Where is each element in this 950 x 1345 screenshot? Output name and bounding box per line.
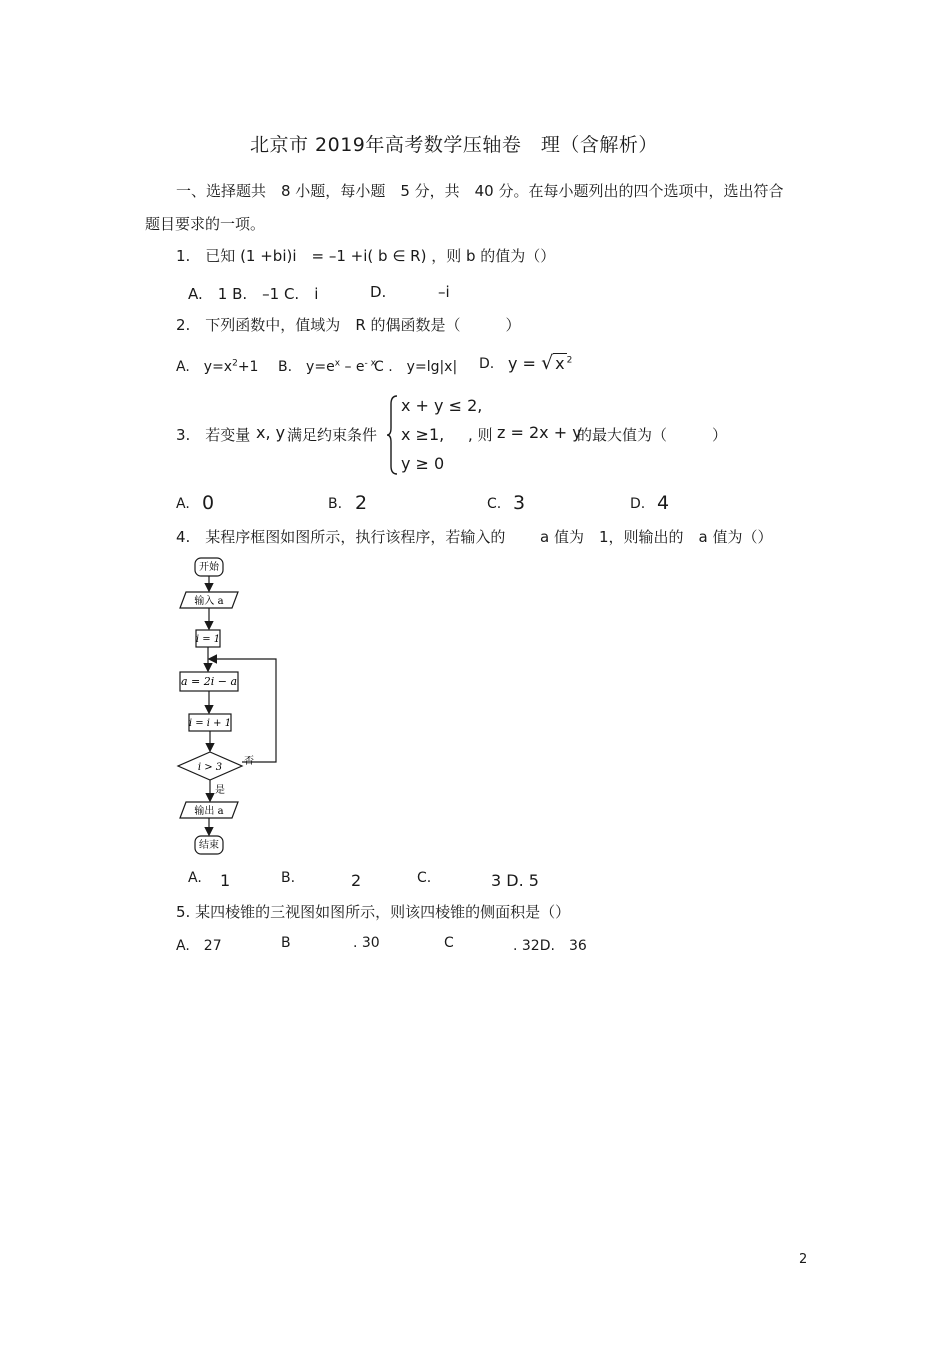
left-brace-icon [386,394,400,476]
page-title: 北京市 2019年高考数学压轴卷 理（含解析） [250,134,658,156]
question-3-condition: 满足约束条件 [287,426,378,444]
constraint-2: x ≥1, [401,425,445,444]
flow-init-text: i = 1 [195,634,221,645]
question-5-option-a: A. 27 [176,938,222,954]
flow-output-text: 输出 a [194,806,224,817]
question-5-option-cd: . 32D. 36 [513,938,587,954]
page-number: 2 [799,1252,808,1267]
question-3-option-b-value: 2 [355,492,368,514]
question-4-option-c-letter: C. [417,870,432,886]
question-3-tail-pre: , 则 [468,426,493,444]
flowchart [170,552,290,862]
question-4-option-b-value: 2 [351,871,362,890]
question-4-stem-b: a 值为 1，则输出的 a 值为（） [540,528,773,546]
question-5-option-b-value: . 30 [353,935,380,951]
constraint-1: x + y ≤ 2, [401,396,483,415]
question-3-option-c-letter: C. [487,496,502,512]
question-5-stem: 5. 某四棱锥的三视图如图所示，则该四棱锥的侧面积是（） [176,903,571,921]
flow-end-text: 结束 [199,840,219,851]
question-2-option-a: A. $y=x^2+1$ [176,358,259,375]
question-1-options-abc: A. 1 B. –1 C. i [188,285,319,303]
question-3-option-c-value: 3 [513,492,526,514]
question-4-option-a-letter: A. [188,870,202,886]
question-4-option-b-letter: B. [281,870,296,886]
question-3-option-a-letter: A. [176,496,190,512]
flow-no-label: 否 [244,756,254,767]
question-3-objective: z = 2x + y [497,423,582,442]
flow-condition-text: i > 3 [197,762,223,773]
question-2-option-d-expr: y = √ x $^2$ [508,352,573,374]
question-5-option-b-letter: B [281,935,291,951]
question-1-stem: 1. 已知 (1 +bi)i = –1 +i( b ∈ R) ，则 b 的值为（） [176,247,556,265]
question-5-option-c-letter: C [444,935,454,951]
flow-start-text: 开始 [199,562,219,573]
question-3-option-b-letter: B. [328,496,343,512]
question-1-option-d-value: –i [438,283,450,301]
question-3-option-a-value: 0 [202,492,215,514]
question-3-tail-post: 的最大值为（ ） [577,426,728,444]
question-2-option-b: B. $y=e^x - e^{- x}$ [278,358,376,375]
section-intro-line1: 一、选择题共 8 小题，每小题 5 分，共 40 分。在每小题列出的四个选项中，选出符合 [176,182,784,200]
flow-input-text: 输入 a [194,596,224,607]
question-2-option-d-label: D. [479,356,495,372]
question-2-option-c: C . y=lg|x| [374,359,458,375]
question-3-option-d-value: 4 [657,492,670,514]
flow-incr-text: i = i + 1 [188,718,232,729]
question-2-stem: 2. 下列函数中，值域为 R 的偶函数是（ ） [176,316,521,334]
flow-assign-text: a = 2i − a [180,675,238,688]
section-intro-line2: 题目要求的一项。 [145,215,266,233]
question-3-option-d-letter: D. [630,496,646,512]
question-4-option-a-value: 1 [220,871,231,890]
question-1-option-d-label: D. [370,283,387,301]
question-3-vars: x, y [256,423,286,442]
question-4-stem-a: 4. 某程序框图如图所示，执行该程序，若输入的 [176,528,506,546]
question-3-label: 3. 若变量 [176,426,251,444]
question-4-option-cd: 3 D. 5 [491,871,539,890]
sqrt-icon: √ [541,352,554,374]
flow-yes-label: 是 [215,785,225,796]
constraint-3: y ≥ 0 [401,454,445,473]
